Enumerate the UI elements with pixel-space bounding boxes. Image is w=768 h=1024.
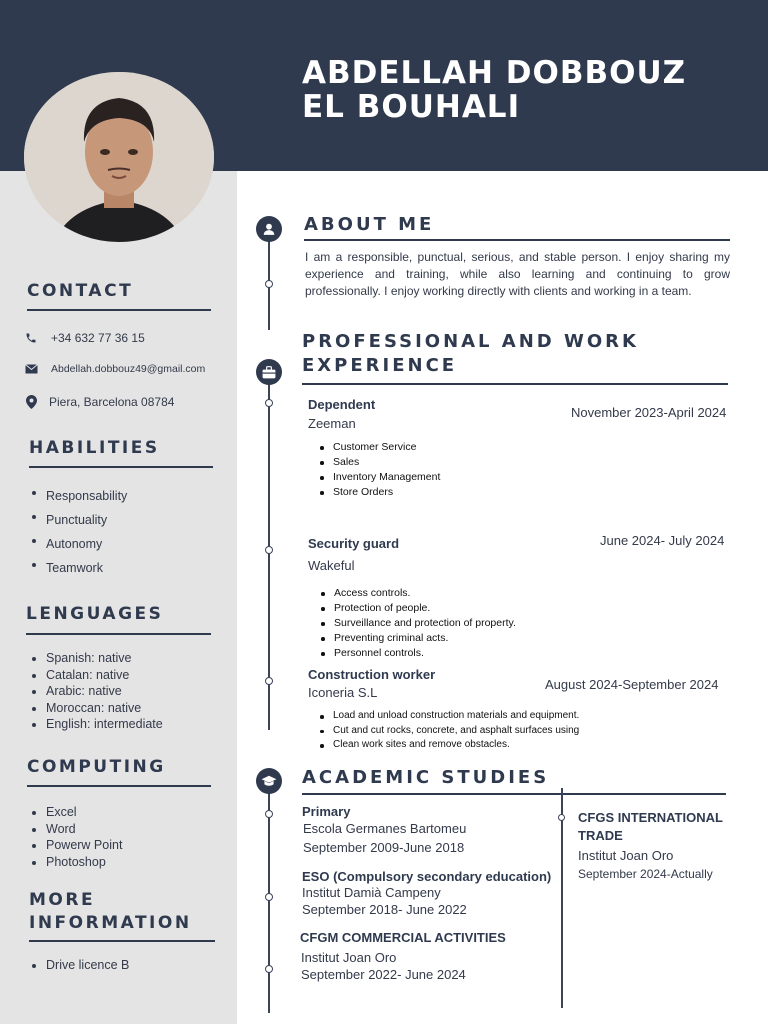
- timeline-dot: [265, 893, 273, 901]
- job-company: Wakeful: [308, 558, 355, 573]
- list-item: Store Orders: [308, 485, 440, 500]
- academic-rule: [302, 793, 726, 795]
- edu-date: September 2022- June 2024: [301, 967, 466, 982]
- about-rule: [304, 239, 730, 241]
- graduation-cap-icon: [256, 768, 282, 794]
- job-title: Construction worker: [308, 667, 436, 682]
- job-tasks: [309, 586, 516, 661]
- list-item: Moroccan: native: [30, 700, 163, 717]
- user-icon: [256, 216, 282, 242]
- more-info-rule: [29, 940, 215, 942]
- list-item: Clean work sites and remove obstacles.: [308, 738, 579, 753]
- edu-date: September 2018- June 2022: [302, 902, 467, 917]
- edu-title-main: ESO: [302, 869, 330, 884]
- list-item: Cut and cut rocks, concrete, and asphalt surfaces using: [308, 724, 579, 739]
- experience-rule: [302, 383, 728, 385]
- list-item: Catalan: native: [30, 667, 163, 684]
- academic-column-divider: [561, 788, 563, 1008]
- edu-date: September 2024-Actually: [578, 867, 713, 881]
- academic-heading: ACADEMIC STUDIES: [302, 767, 550, 788]
- contact-email: [24, 362, 205, 376]
- timeline-dot: [265, 677, 273, 685]
- mail-icon: [24, 362, 38, 376]
- experience-heading-line-1: PROFESSIONAL AND WORK: [302, 331, 639, 352]
- more-info-heading-line-2: INFORMATION: [29, 913, 192, 933]
- edu-title-line-1: CFGS INTERNATIONAL: [578, 810, 723, 825]
- experience-heading: [302, 330, 639, 378]
- about-text: I am a responsible, punctual, serious, and stable person. I enjoy sharing my experience and training, while also learning and continuing to grow professionally. I enjoy working directly with clients and working in a team.: [305, 250, 730, 298]
- list-item: Sales: [308, 455, 440, 470]
- location-pin-icon: [24, 395, 38, 409]
- more-info-list: [30, 957, 129, 974]
- list-item: Excel: [30, 804, 122, 821]
- about-heading: ABOUT ME: [304, 214, 435, 235]
- habilities-heading: HABILITIES: [29, 438, 160, 458]
- list-item: Preventing criminal acts.: [309, 631, 516, 646]
- list-item: Surveillance and protection of property.: [309, 616, 516, 631]
- candidate-name: [302, 56, 742, 124]
- list-item: Photoshop: [30, 854, 122, 871]
- timeline-dot: [265, 810, 273, 818]
- list-item: Inventory Management: [308, 470, 440, 485]
- habilities-list: [30, 484, 127, 580]
- habilities-rule: [29, 466, 213, 468]
- list-item: Powerw Point: [30, 837, 122, 854]
- list-item: Spanish: native: [30, 650, 163, 667]
- more-info-heading-line-1: MORE: [29, 890, 96, 910]
- phone-text: +34 632 77 36 15: [51, 331, 145, 345]
- edu-date: September 2009-June 2018: [303, 840, 465, 855]
- languages-rule: [26, 633, 211, 635]
- email-text: Abdellah.dobbouz49@gmail.com: [51, 363, 206, 375]
- briefcase-icon: [256, 359, 282, 385]
- contact-location: [24, 395, 174, 409]
- phone-icon: [24, 331, 38, 345]
- edu-school: Institut Joan Oro: [578, 848, 674, 863]
- list-item: Load and unload construction materials and equipment.: [308, 709, 579, 724]
- computing-list: [30, 804, 122, 870]
- contact-phone: [24, 331, 145, 345]
- job-title: Dependent: [308, 397, 376, 412]
- edu-school: Institut Joan Oro: [301, 950, 397, 965]
- timeline-dot: [265, 280, 273, 288]
- job-date: August 2024-September 2024: [545, 677, 719, 692]
- job-company: Iconeria S.L: [308, 685, 378, 700]
- contact-rule: [27, 309, 211, 311]
- list-item: Teamwork: [30, 556, 127, 580]
- profile-photo-illustration: [24, 72, 214, 242]
- edu-title: CFGM COMMERCIAL ACTIVITIES: [300, 930, 506, 945]
- list-item: Punctuality: [30, 508, 127, 532]
- job-title: Security guard: [308, 536, 400, 551]
- job-tasks: [308, 709, 579, 753]
- list-item: Drive licence B: [30, 957, 129, 974]
- job-company: Zeeman: [308, 416, 356, 431]
- edu-school: Institut Damià Campeny: [302, 885, 441, 900]
- job-date: June 2024- July 2024: [600, 533, 725, 548]
- location-text: Piera, Barcelona 08784: [49, 395, 175, 409]
- list-item: Word: [30, 821, 122, 838]
- profile-photo: [24, 72, 214, 242]
- computing-heading: COMPUTING: [27, 757, 166, 777]
- edu-title: Primary: [302, 804, 351, 819]
- timeline-dot: [558, 814, 565, 821]
- list-item: Protection of people.: [309, 601, 516, 616]
- edu-title: [578, 809, 723, 845]
- computing-rule: [27, 785, 211, 787]
- edu-title: [302, 869, 551, 884]
- timeline-academic: [268, 793, 270, 1013]
- languages-list: [30, 650, 163, 733]
- languages-heading: LENGUAGES: [26, 604, 164, 624]
- list-item: Access controls.: [309, 586, 516, 601]
- list-item: Personnel controls.: [309, 646, 516, 661]
- list-item: English: intermediate: [30, 716, 163, 733]
- contact-heading: CONTACT: [27, 281, 134, 301]
- experience-heading-line-2: EXPERIENCE: [302, 355, 458, 376]
- more-info-heading: [29, 889, 192, 935]
- name-line-2: EL BOUHALI: [302, 89, 521, 125]
- list-item: Customer Service: [308, 440, 440, 455]
- edu-school: Escola Germanes Bartomeu: [303, 821, 467, 836]
- edu-title-extra: (Compulsory secondary education): [329, 869, 552, 884]
- edu-title-line-2: TRADE: [578, 828, 623, 843]
- timeline-dot: [265, 965, 273, 973]
- list-item: Arabic: native: [30, 683, 163, 700]
- timeline-dot: [265, 546, 273, 554]
- list-item: Autonomy: [30, 532, 127, 556]
- job-tasks: [308, 440, 440, 500]
- name-line-1: ABDELLAH DOBBOUZ: [302, 55, 687, 91]
- job-date: November 2023-April 2024: [571, 405, 727, 420]
- list-item: Responsability: [30, 484, 127, 508]
- timeline-dot: [265, 399, 273, 407]
